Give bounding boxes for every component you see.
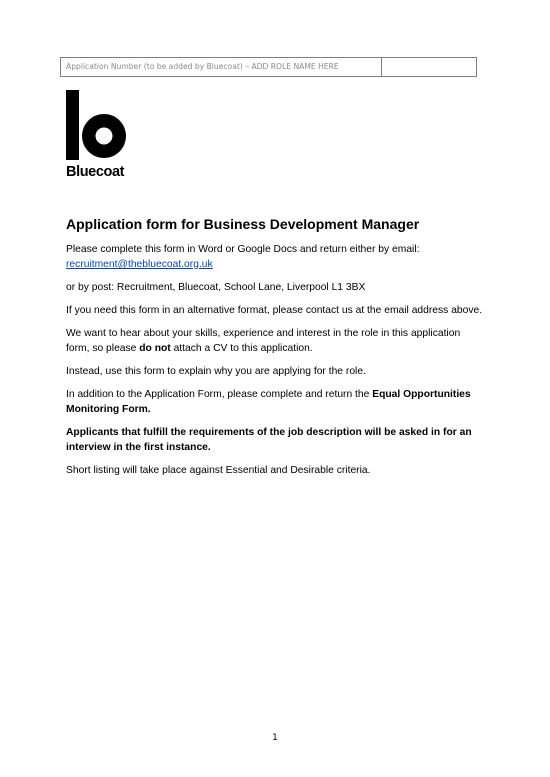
paragraph-interview-notice: Applicants that fulfill the requirements of the job description will be asked in for an interview in the first instance. [66, 427, 472, 453]
application-number-label: Application Number (to be added by Bluecoat) – ADD ROLE NAME HERE [61, 58, 382, 76]
page-title: Application form for Business Development Manager [66, 216, 420, 232]
equal-opps-form-name: Equal Opportunities Monitoring Form. [66, 389, 471, 415]
logo-wordmark: Bluecoat [66, 164, 125, 180]
no-cv-emphasis: do not [139, 343, 171, 354]
equal-opps-text: In addition to the Application Form, please complete and return the [66, 389, 373, 400]
paragraph-post-address: or by post: Recruitment, Bluecoat, School Lane, Liverpool L1 3BX [66, 282, 366, 293]
document-body [66, 215, 484, 486]
application-number-table [60, 57, 477, 77]
instructions-text: Please complete this form in Word or Google Docs and return either by email: [66, 244, 420, 255]
email-link[interactable]: recruitment@thebluecoat.org.uk [66, 259, 213, 270]
paragraph-alternative-format: If you need this form in an alternative format, please contact us at the email address above. [66, 305, 483, 316]
application-number-field[interactable] [382, 58, 476, 76]
page-number: 1 [272, 733, 278, 743]
paragraph-explain-why: Instead, use this form to explain why you are applying for the role. [66, 366, 366, 377]
no-cv-text-before: We want to hear about your skills, experience and interest in the role in this application form, so please [66, 328, 461, 354]
paragraph-no-cv [66, 326, 484, 356]
paragraph-equal-opportunities [66, 387, 484, 417]
paragraph-shortlisting: Short listing will take place against Essential and Desirable criteria. [66, 465, 371, 476]
no-cv-text-after: attach a CV to this application. [170, 343, 313, 354]
paragraph-instructions [66, 242, 484, 272]
